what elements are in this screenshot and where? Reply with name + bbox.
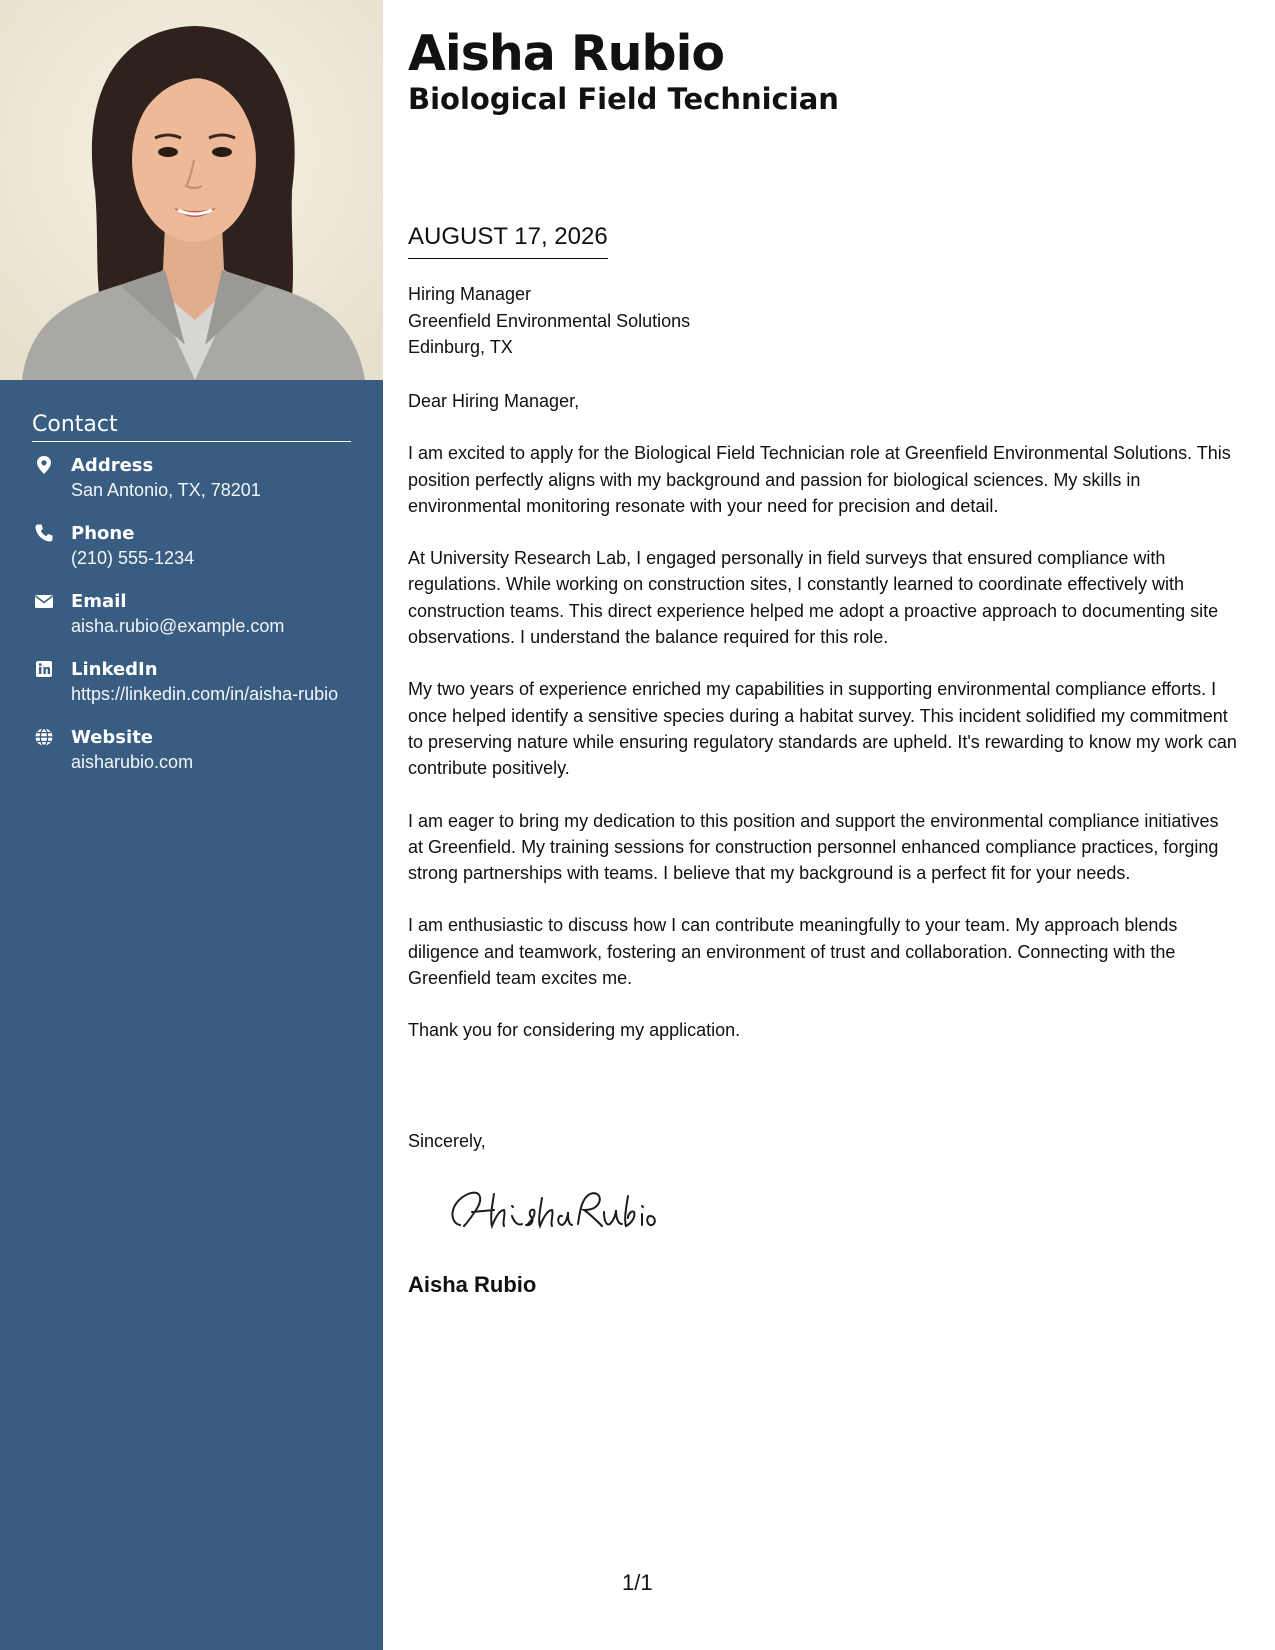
map-pin-icon — [34, 455, 54, 475]
letter-main — [408, 0, 1238, 1297]
signer-name: Aisha Rubio — [408, 1272, 537, 1297]
phone-value[interactable]: (210) 555-1234 — [71, 548, 195, 568]
envelope-icon — [34, 591, 54, 611]
body-paragraph: My two years of experience enriched my capabilities in supporting environmental compliance efforts. I once helped identify a sensitive species during a habitat survey. This incident solidified my commitment to preserving nature while ensuring regulatory standards are upheld. It's rewarding to know my work can contribute positively. — [408, 679, 1237, 779]
contact-section — [32, 412, 351, 794]
contact-item-linkedin — [32, 658, 351, 707]
linkedin-icon — [34, 659, 54, 679]
contact-item-phone — [32, 522, 351, 571]
contact-heading: Contact — [32, 412, 351, 442]
website-link[interactable]: aisharubio.com — [71, 752, 194, 772]
contact-label: Website — [71, 727, 154, 748]
profile-photo — [0, 0, 383, 380]
sender-title: Biological Field Technician — [408, 82, 839, 116]
body-paragraph: At University Research Lab, I engaged personally in field surveys that ensured compliance with regulations. While working on construction sites, I constantly learned to coordinate effectively with construction teams. This direct experience helped me adopt a proactive approach to documenting site observations. I understand the balance required for this role. — [408, 548, 1219, 648]
phone-icon — [34, 523, 54, 543]
recipient-company: Greenfield Environmental Solutions — [408, 310, 691, 331]
letter-date-block — [408, 222, 608, 259]
recipient-location: Edinburg, TX — [408, 337, 513, 357]
handwritten-signature — [438, 1180, 658, 1240]
address-value: San Antonio, TX, 78201 — [71, 480, 261, 500]
recipient-name: Hiring Manager — [408, 284, 532, 304]
contact-item-address — [32, 454, 351, 503]
page-number: 1/1 — [622, 1570, 653, 1595]
contact-label: Address — [71, 455, 154, 476]
email-link[interactable]: aisha.rubio@example.com — [71, 616, 285, 636]
sidebar — [0, 0, 383, 1650]
body-paragraph: I am eager to bring my dedication to this position and support the environmental compliance initiatives at Greenfield. My training sessions for construction personnel enhanced compliance practices, forging strong partnerships with teams. I believe that my background is a perfect fit for your needs. — [408, 810, 1219, 884]
contact-label: Email — [71, 591, 127, 612]
letter-date: AUGUST 17, 2026 — [408, 222, 608, 259]
body-paragraph: Thank you for considering my application. — [408, 1020, 741, 1041]
globe-icon — [34, 727, 54, 747]
letter-body — [408, 388, 1238, 1070]
sender-name: Aisha Rubio — [408, 25, 725, 82]
contact-label: Phone — [71, 523, 135, 544]
contact-item-email — [32, 590, 351, 639]
closing: Sincerely, — [408, 1131, 486, 1151]
contact-item-website — [32, 726, 351, 775]
body-paragraph: I am enthusiastic to discuss how I can contribute meaningfully to your team. My approach blends diligence and teamwork, fostering an environment of trust and collaboration. Connecting with the Greenfield team excites me. — [408, 915, 1178, 989]
contact-label: LinkedIn — [71, 659, 158, 680]
recipient-block — [408, 281, 690, 361]
body-paragraph: I am excited to apply for the Biological Field Technician role at Greenfield Environmental Solutions. This position perfectly aligns with my background and passion for biological sciences. My skills in environmental monitoring resonate with your need for precision and detail. — [408, 443, 1231, 516]
linkedin-link[interactable]: https://linkedin.com/in/aisha-rubio — [71, 684, 339, 704]
salutation: Dear Hiring Manager, — [408, 391, 580, 411]
